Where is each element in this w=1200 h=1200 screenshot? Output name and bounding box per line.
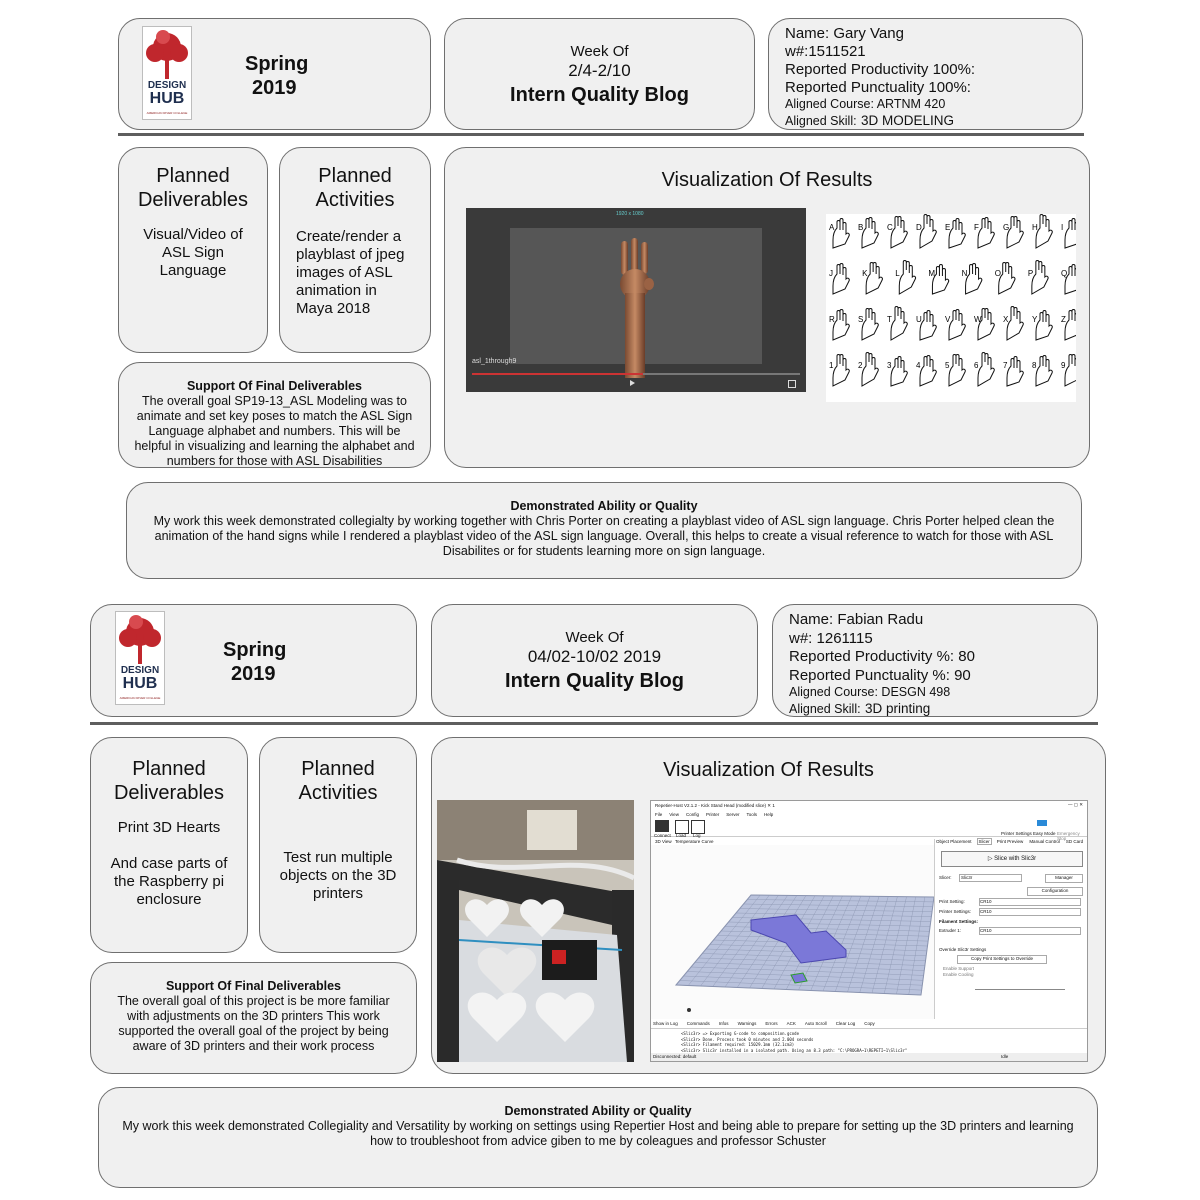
asl-letter: 4: [916, 361, 921, 370]
asl-letter: S: [858, 315, 864, 324]
asl-sign-o: [995, 263, 1015, 295]
asl-sign-h: [1032, 215, 1052, 249]
asl-sign-l: [895, 261, 915, 295]
aligned-course-1: Aligned Course: ARTNM 420: [785, 97, 946, 111]
status-text: Disconnected: default: [653, 1054, 697, 1059]
log-tabs: [653, 1021, 884, 1026]
asl-letter: O: [994, 269, 1001, 278]
video-label: asl_1through9: [472, 358, 517, 365]
deliverables-heading-2: Planned Deliverables: [113, 758, 225, 804]
week-range-2: 04/02-10/02 2019: [527, 647, 662, 666]
deliverables-heading-1: Planned Deliverables: [137, 165, 249, 211]
asl-sign-i: [1061, 219, 1076, 249]
configuration-label: Configuration: [1041, 888, 1069, 893]
asl-letter: C: [887, 223, 893, 232]
year-label-2: 2019: [231, 663, 276, 685]
asl-letter: B: [858, 223, 864, 232]
printer-settings-label: Printer Settings:: [939, 909, 972, 914]
asl-sign-5: [945, 355, 965, 387]
deliverables-text-1: Visual/Video of ASL Sign Language: [143, 226, 243, 279]
activities-box-1: [279, 147, 431, 353]
log-tab-auto-scroll[interactable]: Auto Scroll: [804, 1021, 827, 1026]
asl-letter: I: [1061, 223, 1064, 232]
asl-sign-j: [829, 264, 849, 295]
week-label-2: Week Of: [565, 629, 624, 646]
menu-item-view[interactable]: View: [669, 812, 679, 817]
asl-sign-b: [858, 218, 878, 249]
week-range-1: 2/4-2/10: [568, 61, 631, 80]
punctuality-2: Reported Punctuality %: 90: [789, 666, 971, 684]
slicer-value: Slic3r: [961, 875, 973, 880]
deliverables-text-2b: And case parts of the Raspberry pi enclosure: [110, 855, 228, 908]
asl-letter: H: [1032, 223, 1038, 232]
asl-letter: Y: [1032, 315, 1038, 324]
demo-text-2: My work this week demonstrated Collegiality and Versatility by working on settings using Repertier Host and being able to prepare for setting up the 3D printers and learning how to troubleshoot from advice giben to me by coleagues and professor Schuster: [122, 1119, 1074, 1148]
viz-heading-2: Visualization Of Results: [663, 759, 874, 781]
toolbar-load-label: Load: [676, 833, 687, 838]
header-info-box-1: [768, 18, 1083, 130]
asl-letter: T: [887, 315, 892, 324]
support-text-2: The overall goal of this project is be more familiar with adjustments on the 3D printers This work supported the overall goal of the project by being aware of 3D printers and their work process: [117, 994, 390, 1053]
emergency-stop-button[interactable]: Emergency Stop: [1057, 831, 1080, 841]
demo-heading-2: Demonstrated Ability or Quality: [504, 1104, 692, 1118]
asl-letter: N: [961, 269, 968, 278]
asl-letter: 1: [829, 361, 834, 370]
logo-line-2: HUB: [149, 90, 185, 107]
asl-sign-3: [887, 357, 907, 387]
support-heading-2: Support Of Final Deliverables: [165, 979, 342, 993]
log-tab-copy[interactable]: Copy: [864, 1021, 875, 1026]
logo-line-3: AMERICAN RIVER COLLEGE: [119, 696, 161, 700]
menu-item-server[interactable]: Server: [726, 812, 740, 817]
support-box-2: [90, 962, 417, 1074]
asl-letter: 8: [1032, 361, 1037, 370]
activities-box-2: [259, 737, 417, 953]
tab-temperature-curve[interactable]: Temperature Curve: [675, 839, 714, 844]
design-hub-logo-2: [115, 611, 165, 705]
logo-line-2: HUB: [122, 675, 158, 692]
extruder-label: Extruder 1:: [939, 928, 962, 933]
tab-slicer[interactable]: Slicer: [978, 839, 990, 844]
activities-heading-1: Planned Activities: [315, 165, 395, 211]
enable-cooling-checkbox[interactable]: Enable Cooling: [943, 972, 974, 977]
slicer-label: Slicer:: [939, 875, 952, 880]
easy-mode-toggle[interactable]: [1037, 820, 1047, 826]
asl-sign-z: [1061, 310, 1076, 341]
separator-1: [118, 133, 1084, 136]
load-button[interactable]: [675, 820, 689, 834]
demo-text-1: My work this week demonstrated collegialty by working together with Chris Porter on creating a playblast video of ASL sign language. Chris Porter helped clean the animation of the hand signs while I rendered a playblast video of the ASL sign language. Overall, this helps to create a visual reference to watch for those with ASL Disabilites or for students learning more on sign language.: [153, 514, 1055, 558]
log-line: <Slic3r> Slic3r installed in a isolated path. Using an 8.3 path: "C:\PROGRA~1\REPETI~1\Slic3r": [681, 1047, 908, 1053]
asl-letter: F: [974, 223, 979, 232]
app-menu: [655, 812, 780, 817]
override-label: Override Slic3r Settings: [939, 947, 987, 952]
view-tools[interactable]: [654, 847, 662, 937]
asl-sign-e: [945, 219, 965, 249]
header-week-box-1: [444, 18, 755, 130]
print-setting-label: Print Setting:: [939, 899, 965, 904]
printer-photo: [437, 800, 634, 1062]
logo-line-3: AMERICAN RIVER COLLEGE: [146, 111, 188, 115]
intern-name-2: Name: Fabian Radu: [789, 611, 924, 628]
productivity-1: Reported Productivity 100%:: [785, 61, 976, 78]
asl-letter: E: [945, 223, 951, 232]
tab-3d-view[interactable]: 3D View: [655, 839, 672, 844]
status-bar: [651, 1053, 1087, 1061]
asl-sign-1: [829, 355, 849, 387]
printer-settings-button[interactable]: Printer Settings: [1001, 831, 1032, 836]
menu-item-tools[interactable]: Tools: [746, 812, 758, 817]
asl-sign-c: [887, 217, 907, 249]
asl-sign-m: [928, 265, 948, 295]
asl-letter: Z: [1061, 315, 1066, 324]
asl-letter: W: [974, 315, 982, 324]
support-box-1: [118, 362, 431, 468]
toolbar-connect-label: Connect: [654, 833, 671, 838]
print-setting-select[interactable]: [979, 898, 1081, 906]
print-bed-grid: [651, 845, 934, 1019]
deliverables-box-2: [90, 737, 248, 953]
app-title: Repetier-Host V2.1.2 - Kick Stand Head (modified slice) ✕ 1: [655, 803, 775, 808]
log-button[interactable]: [691, 820, 705, 834]
demonstrated-box-1: [126, 482, 1082, 579]
w-number-1: w#:1511521: [785, 43, 866, 60]
support-text-1: The overall goal SP19-13_ASL Modeling was to animate and set key poses to match the ASL Sign Language alphabet and numbers. This will be helpful in visualizing and learning the alphabet and numbers for those with ASL Disabilities: [134, 394, 415, 468]
tab-manual-control[interactable]: Manual Control: [1029, 839, 1060, 844]
aligned-skill-1: [785, 112, 1082, 130]
tab-sd-card[interactable]: SD Card: [1065, 839, 1084, 844]
right-tabs: [935, 839, 1088, 844]
play-button[interactable]: [630, 380, 635, 386]
log-tab-clear-log[interactable]: Clear Log: [835, 1021, 856, 1026]
skill-label-2: Aligned Skill:: [789, 702, 861, 716]
logo-line-1: DESIGN: [147, 80, 187, 91]
asl-signs-graphic: [826, 214, 1076, 402]
easy-mode-button[interactable]: Easy Mode: [1033, 831, 1056, 836]
video-top-label: 1920 x 1080: [616, 211, 644, 217]
asl-letter: 2: [858, 361, 863, 370]
term-label-1: Spring: [245, 53, 309, 75]
right-panel: [934, 839, 1088, 1019]
repetier-host-window: [650, 800, 1088, 1062]
asl-letter: U: [916, 315, 922, 324]
asl-sign-d: [916, 215, 936, 249]
asl-sign-t: [887, 307, 907, 341]
asl-sign-4: [916, 356, 936, 387]
log-tab-ack[interactable]: ACK: [786, 1021, 796, 1026]
asl-sign-y: [1032, 311, 1052, 341]
copy-settings-button[interactable]: [957, 955, 1047, 964]
extruder-value: CR10: [980, 928, 992, 933]
asl-letter: M: [928, 269, 936, 278]
asl-sign-q: [1061, 265, 1076, 295]
log-line: <Slic3r> => Exporting G-code to composition.gcode: [681, 1031, 800, 1036]
log-line: <Slic3r> Done. Process took 0 minutes and 2.004 seconds: [681, 1036, 814, 1042]
extruder-select[interactable]: [979, 927, 1081, 935]
log-tab-commands[interactable]: Commands: [686, 1021, 710, 1026]
deliverables-box-1: [118, 147, 268, 353]
video-scrubber[interactable]: [472, 373, 800, 375]
term-label-2: Spring: [223, 639, 287, 661]
asl-letter: D: [916, 223, 922, 232]
w-number-2: w#: 1261115: [789, 629, 873, 647]
asl-alphabet-chart: [826, 214, 1076, 402]
configuration-button[interactable]: [1027, 887, 1083, 896]
menu-item-config[interactable]: Config: [685, 812, 699, 817]
asl-sign-6: [974, 353, 994, 387]
header-info-box-2: [772, 604, 1098, 717]
menu-item-help[interactable]: Help: [764, 812, 774, 817]
window-controls[interactable]: — ▢ ✕: [1067, 802, 1083, 807]
rendered-hand-icon: [606, 238, 666, 378]
3d-viewport[interactable]: [651, 845, 934, 1019]
asl-sign-g: [1003, 217, 1023, 249]
asl-sign-f: [974, 218, 994, 249]
tree-icon: [143, 27, 191, 81]
printer-bed-graphic: [437, 800, 634, 1062]
asl-letter: Q: [1061, 269, 1068, 278]
asl-letter: 5: [945, 361, 950, 370]
blog-title-1: Intern Quality Blog: [510, 84, 689, 106]
asl-sign-w: [974, 309, 994, 341]
asl-letter: V: [945, 315, 951, 324]
productivity-2: Reported Productivity %: 80: [789, 648, 975, 665]
asl-sign-p: [1028, 261, 1048, 295]
skill-label-1: Aligned Skill:: [785, 114, 857, 128]
intern-name-1: Name: Gary Vang: [785, 25, 904, 42]
menu-item-printer[interactable]: Printer: [705, 812, 720, 817]
manager-label: Manager: [1055, 875, 1073, 880]
print-setting-value: CR10: [980, 899, 992, 904]
enable-support-checkbox[interactable]: Enable Support: [943, 966, 975, 971]
log-tab-infos[interactable]: Infos: [718, 1021, 729, 1026]
tree-icon: [116, 612, 164, 666]
asl-letter: 3: [887, 361, 892, 370]
asl-sign-k: [862, 263, 882, 295]
filament-settings-label: Filament Settings:: [939, 919, 979, 924]
log-tab-show-in-log[interactable]: Show in Log: [653, 1021, 678, 1026]
asl-video-screenshot: [466, 208, 806, 392]
asl-sign-a: [829, 219, 849, 249]
asl-sign-9: [1061, 355, 1076, 387]
year-label-1: 2019: [252, 77, 297, 99]
separator-2: [90, 722, 1098, 725]
asl-sign-2: [858, 353, 878, 387]
asl-sign-x: [1003, 307, 1023, 341]
viz-heading-1: Visualization Of Results: [661, 169, 873, 191]
printer-settings-select[interactable]: [979, 908, 1081, 916]
asl-sign-8: [1032, 356, 1052, 387]
layer-slider[interactable]: [975, 989, 1065, 990]
manager-button[interactable]: [1045, 874, 1083, 883]
override-checkbox[interactable]: [939, 947, 986, 952]
week-label-1: Week Of: [570, 43, 629, 60]
slice-button-label: Slice with Slic3r: [994, 856, 1037, 862]
asl-sign-s: [858, 309, 878, 341]
asl-letter: 9: [1061, 361, 1066, 370]
log-tab-warnings[interactable]: Warnings: [737, 1021, 757, 1026]
asl-sign-7: [1003, 357, 1023, 387]
demonstrated-box-2: [98, 1087, 1098, 1188]
asl-sign-v: [945, 310, 965, 341]
blog-title-2: Intern Quality Blog: [505, 670, 684, 692]
asl-letter: G: [1003, 223, 1010, 232]
idle-text: Idle: [1001, 1054, 1009, 1059]
support-heading-1: Support Of Final Deliverables: [186, 379, 363, 393]
asl-sign-u: [916, 311, 936, 341]
slicer-select[interactable]: [959, 874, 1022, 882]
log-area: [651, 1028, 1087, 1053]
tab-object-placement[interactable]: Object Placement: [936, 839, 972, 844]
header-week-box-2: [431, 604, 758, 717]
asl-letter: 7: [1003, 361, 1008, 370]
copy-settings-label: Copy Print Settings to Override: [970, 956, 1034, 961]
menu-item-file[interactable]: File: [655, 812, 663, 817]
skill-value-1: 3D MODELING: [861, 113, 955, 128]
asl-sign-n: [962, 264, 982, 295]
aligned-skill-2: [789, 700, 1097, 718]
asl-letter: L: [895, 269, 900, 278]
asl-letter: R: [829, 315, 835, 324]
logo-line-1: DESIGN: [120, 665, 160, 676]
activities-text-1: Create/render a playblast of jpeg images of ASL animation in Maya 2018: [296, 228, 405, 317]
log-tab-errors[interactable]: Errors: [765, 1021, 778, 1026]
asl-letter: A: [829, 223, 835, 232]
slice-button[interactable]: ▷ Slice with Slic3r: [941, 851, 1083, 867]
asl-letter: K: [862, 269, 868, 278]
activities-heading-2: Planned Activities: [298, 758, 378, 804]
aligned-course-2: Aligned Course: DESGN 498: [789, 685, 951, 699]
deliverables-text-2a: Print 3D Hearts: [117, 819, 221, 836]
connect-button[interactable]: [655, 820, 669, 832]
asl-letter: J: [829, 269, 833, 278]
demo-heading-1: Demonstrated Ability or Quality: [510, 499, 698, 513]
asl-letter: P: [1027, 269, 1034, 278]
tab-print-preview[interactable]: Print Preview: [996, 839, 1024, 844]
log-line: <Slic3r> Filament required: 15029.1mm (32.1cm3): [681, 1042, 795, 1047]
design-hub-logo-1: [142, 26, 192, 120]
skill-value-2: 3D printing: [865, 701, 931, 716]
activities-text-2: Test run multiple objects on the 3D printers: [279, 849, 397, 902]
asl-letter: X: [1003, 315, 1009, 324]
toolbar-log-label: Log: [693, 833, 701, 838]
punctuality-1: Reported Punctuality 100%:: [785, 79, 971, 96]
printer-settings-value: CR10: [980, 909, 992, 914]
asl-letter: 6: [974, 361, 979, 370]
asl-sign-r: [829, 310, 849, 341]
fullscreen-icon[interactable]: [788, 380, 796, 388]
